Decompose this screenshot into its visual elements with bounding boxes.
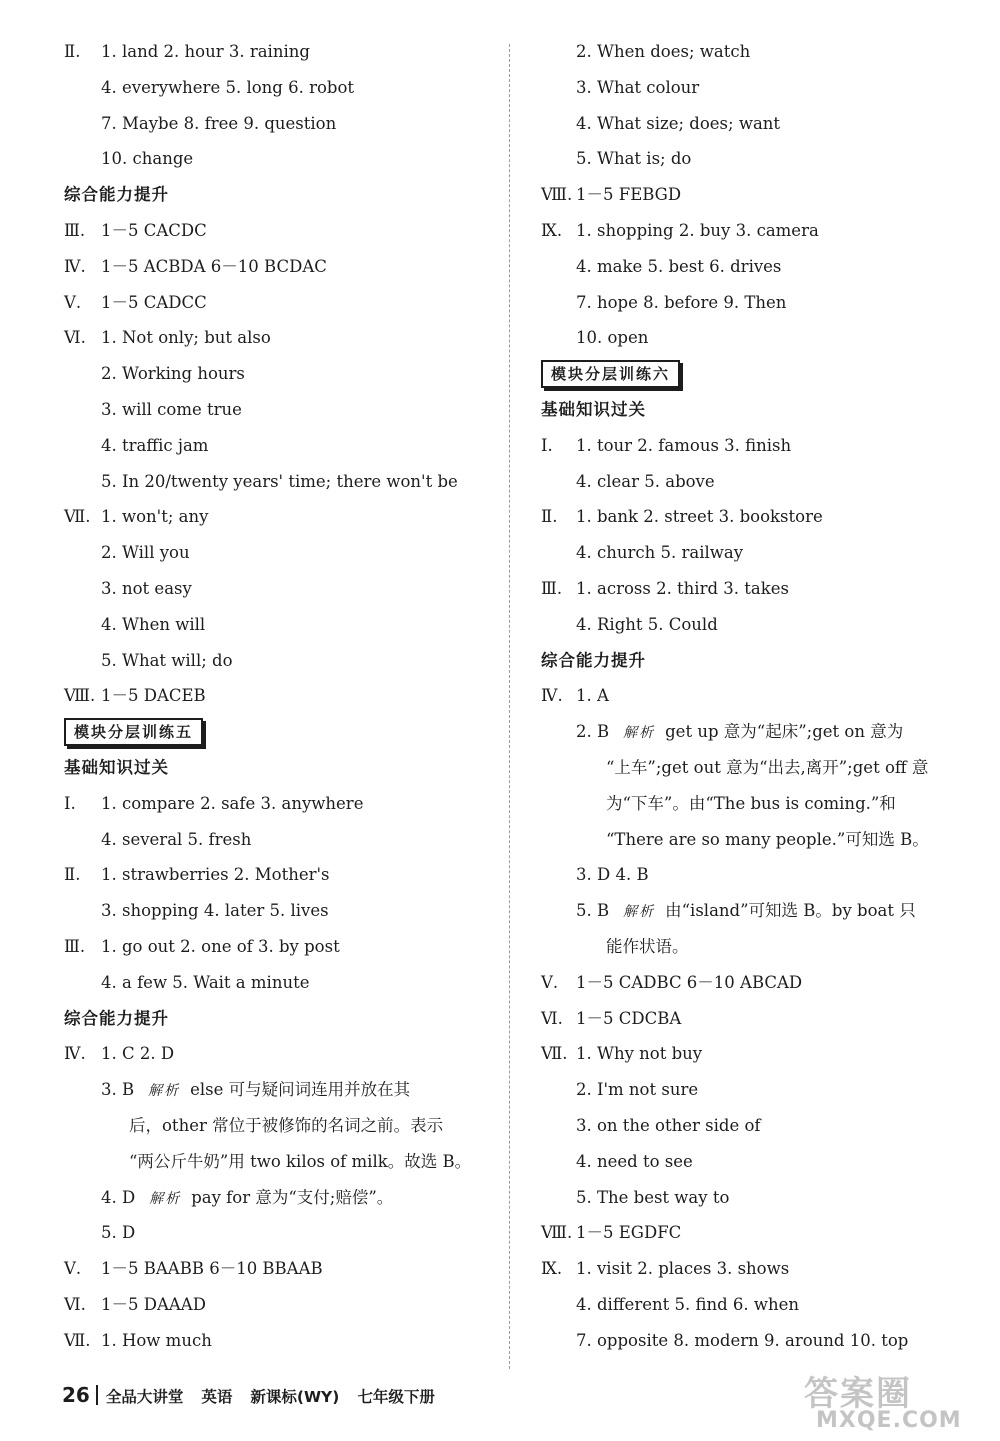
answer-line — [508, 932, 1000, 962]
watermark-logo — [792, 1366, 982, 1436]
answer-text — [101, 144, 193, 174]
section-heading-row — [0, 180, 500, 210]
question-number: Ⅴ. — [64, 292, 82, 312]
answer-text — [576, 502, 823, 532]
answer-text — [576, 1326, 908, 1356]
answer-line — [0, 860, 500, 890]
answer-text — [576, 896, 916, 927]
analysis-text: get up 意为“起床”;get on 意为 — [665, 722, 904, 742]
answer-line — [0, 144, 500, 174]
section-heading-row — [508, 395, 1000, 425]
answer-line — [0, 1111, 500, 1141]
answer-text — [576, 1147, 693, 1177]
answer-text — [101, 825, 251, 855]
answer-text — [101, 860, 330, 890]
answer-text — [101, 1326, 212, 1356]
answer-line — [0, 896, 500, 926]
answer: 1. bank 2. street 3. bookstore — [576, 507, 823, 527]
answer: 1. Why not buy — [576, 1044, 703, 1064]
answer: 1. shopping 2. buy 3. camera — [576, 221, 819, 240]
answer-text — [576, 860, 649, 890]
answer-text — [101, 932, 340, 962]
module-title-row — [508, 359, 1000, 389]
question-number: Ⅴ. — [541, 972, 559, 992]
answer-line — [508, 73, 1000, 103]
answer-text — [576, 610, 718, 640]
answer: 3. What colour — [576, 77, 700, 97]
answer-line — [0, 610, 500, 640]
answer-line — [0, 359, 500, 389]
answer-text — [576, 1075, 698, 1105]
question-number: Ⅶ. — [64, 1330, 91, 1350]
answer-line — [0, 109, 500, 139]
answer-text — [101, 968, 309, 998]
answer-line — [0, 252, 500, 282]
question-number: Ⅳ. — [64, 256, 86, 276]
answer: 5. In 20/twenty years' time; there won't be — [101, 471, 458, 491]
answer-line — [0, 216, 500, 246]
answer-line — [0, 1290, 500, 1320]
answer-line — [508, 574, 1000, 604]
answer: 4. need to see — [576, 1151, 693, 1171]
answer: 7. hope 8. before 9. Then — [576, 292, 787, 312]
answer-text — [101, 1290, 206, 1320]
answer-text — [101, 789, 363, 819]
answer-text — [101, 1254, 323, 1284]
answer: 4. make 5. best 6. drives — [576, 256, 782, 276]
answer: 5. B — [576, 901, 610, 921]
analysis-text: 后，other 常位于被修饰的名词之前。表示 — [129, 1116, 444, 1135]
answer-text — [576, 1111, 761, 1141]
answer-text — [576, 252, 781, 282]
section-heading: 综合能力提升 — [64, 185, 169, 205]
answer: 4. When will — [101, 614, 206, 634]
answer-text — [101, 359, 245, 389]
answer-line — [508, 288, 1000, 318]
answer-text — [101, 431, 208, 461]
answer: 2. Will you — [101, 543, 190, 563]
answer: 4. Right 5. Could — [576, 614, 718, 634]
answer: 3. D 4. B — [576, 865, 649, 885]
answer-line — [0, 467, 500, 497]
answer-text — [101, 502, 208, 532]
answer-line — [508, 144, 1000, 174]
answer-line — [508, 431, 1000, 461]
answer-line — [0, 574, 500, 604]
answer-line — [508, 467, 1000, 497]
answer-line — [0, 395, 500, 425]
answer-line — [0, 1326, 500, 1356]
answer-text — [101, 73, 354, 103]
answer-line — [0, 1039, 500, 1069]
answer-text — [576, 73, 699, 103]
question-number: Ⅵ. — [64, 1295, 86, 1314]
grade: 七年级下册 — [357, 1388, 435, 1406]
answer: 1. tour 2. famous 3. finish — [576, 435, 792, 455]
question-number: Ⅱ. — [64, 865, 81, 885]
question-number: Ⅱ. — [541, 507, 558, 527]
answer-text — [576, 216, 819, 246]
answer-line — [508, 37, 1000, 67]
answer-line — [508, 1039, 1000, 1069]
analysis-label: 解析 — [623, 725, 656, 742]
answer: 1. compare 2. safe 3. anywhere — [101, 793, 364, 813]
answer-text — [101, 1075, 410, 1106]
answer: 2. Working hours — [101, 364, 245, 384]
answer: 4. clear 5. above — [576, 471, 715, 491]
answer-line — [508, 1075, 1000, 1105]
answer-text — [101, 538, 190, 568]
answer-line — [508, 502, 1000, 532]
section-heading-row — [0, 1004, 500, 1034]
answer: 3. shopping 4. later 5. lives — [101, 901, 329, 921]
question-number: Ⅲ. — [64, 221, 86, 240]
answer: 1. visit 2. places 3. shows — [576, 1259, 790, 1279]
answer: 1. won't; any — [101, 507, 209, 527]
answer: 5. What is; do — [576, 149, 692, 169]
answer-line — [0, 37, 500, 67]
answer: 1. C 2. D — [101, 1044, 175, 1064]
question-number: Ⅷ. — [541, 185, 573, 205]
answer: 2. B — [576, 722, 610, 742]
answer: 4. traffic jam — [101, 435, 209, 455]
analysis-text: 由“island”可知选 B。by boat 只 — [665, 901, 916, 921]
answer: 1. strawberries 2. Mother's — [101, 865, 330, 885]
answer: 1－5 CDCBA — [576, 1008, 682, 1028]
answer: 7. opposite 8. modern 9. around 10. top — [576, 1330, 909, 1350]
answer-text — [101, 395, 242, 425]
answer: 1. across 2. third 3. takes — [576, 579, 789, 598]
answer: 4. church 5. railway — [576, 543, 744, 563]
answer: 4. everywhere 5. long 6. robot — [101, 77, 355, 97]
answer: 1－5 BAABB 6－10 BBAAB — [101, 1259, 323, 1279]
module-title: 模块分层训练六 — [541, 360, 680, 388]
answer-line — [508, 1218, 1000, 1248]
answer: 4. a few 5. Wait a minute — [101, 972, 310, 992]
page-footer — [62, 1380, 453, 1410]
answer: 1－5 FEBGD — [576, 185, 682, 205]
answer-text — [101, 574, 192, 604]
question-number: Ⅵ. — [64, 328, 86, 348]
analysis-text: 能作状语。 — [606, 937, 689, 956]
answer-line — [508, 753, 1000, 783]
answer: 4. What size; does; want — [576, 113, 781, 133]
answer-line — [508, 1326, 1000, 1356]
answer-line — [508, 860, 1000, 890]
answer: 1. Not only; but also — [101, 328, 271, 348]
answer-line — [508, 109, 1000, 139]
answer: 1. land 2. hour 3. raining — [101, 42, 310, 61]
subject: 英语 — [201, 1388, 233, 1406]
analysis-text: “上车”;get out 意为“出去,离开”;get off 意 — [606, 758, 929, 777]
answer-line — [508, 180, 1000, 210]
answer-text — [576, 538, 743, 568]
answer-line — [0, 825, 500, 855]
question-number: Ⅲ. — [541, 579, 563, 598]
answer-text — [101, 467, 458, 497]
edition: 新课标(WY) — [250, 1388, 340, 1406]
question-number: Ⅳ. — [541, 686, 563, 706]
answer-text — [576, 431, 791, 461]
answer-text — [576, 109, 780, 139]
question-number: Ⅸ. — [541, 221, 563, 240]
question-number: Ⅰ. — [541, 435, 553, 455]
answer-text — [576, 968, 802, 998]
answer: 4. different 5. find 6. when — [576, 1295, 800, 1314]
answer-line — [0, 646, 500, 676]
answer-text — [576, 1290, 799, 1320]
answer-text — [576, 1218, 681, 1248]
analysis-text: 为“下车”。由“The bus is coming.”和 — [606, 793, 896, 813]
answer-line — [508, 1111, 1000, 1141]
question-number: Ⅷ. — [541, 1223, 573, 1243]
answer-line — [0, 431, 500, 461]
answer-line — [508, 789, 1000, 819]
answer: 1－5 CADCC — [101, 292, 207, 312]
answer-line — [508, 825, 1000, 855]
answer-text — [101, 323, 271, 353]
question-number: Ⅱ. — [64, 42, 81, 61]
answer: 1－5 DACEB — [101, 686, 206, 706]
answer: 2. I'm not sure — [576, 1080, 699, 1100]
analysis-text: else 可与疑问词连用并放在其 — [190, 1080, 411, 1100]
question-number: Ⅲ. — [64, 937, 86, 956]
answer: 7. Maybe 8. free 9. question — [101, 113, 337, 133]
answer: 10. open — [576, 328, 649, 348]
answer-line — [508, 323, 1000, 353]
answer-text — [101, 1183, 393, 1214]
answer-text — [576, 323, 648, 353]
answer-line — [508, 717, 1000, 747]
answer: 1－5 DAAAD — [101, 1295, 206, 1314]
section-heading-row — [0, 753, 500, 783]
footer-divider — [96, 1385, 98, 1405]
answer-text — [101, 37, 310, 67]
answer-text — [101, 288, 207, 318]
answer-text — [576, 1254, 789, 1284]
answer-line — [0, 323, 500, 353]
answer: 5. What will; do — [101, 650, 233, 670]
answer-line — [0, 1254, 500, 1284]
answer-line — [0, 1183, 500, 1213]
book-title: 全品大讲堂 — [105, 1388, 184, 1406]
question-number: Ⅰ. — [64, 793, 76, 813]
answer-text — [576, 37, 750, 67]
section-heading: 综合能力提升 — [541, 650, 646, 670]
answer-text — [606, 825, 929, 855]
page-number: 26 — [62, 1383, 90, 1407]
answer-line — [0, 288, 500, 318]
question-number: Ⅸ. — [541, 1259, 563, 1279]
analysis-text: “两公斤牛奶”用 two kilos of milk。故选 B。 — [129, 1151, 472, 1171]
answer-text — [576, 467, 715, 497]
answer-line — [508, 538, 1000, 568]
answer: 1－5 CADBC 6－10 ABCAD — [576, 972, 803, 992]
answer-text — [101, 252, 327, 282]
answer: 1－5 ACBDA 6－10 BCDAC — [101, 256, 327, 276]
answer: 1. How much — [101, 1330, 212, 1350]
answer-text — [576, 681, 609, 711]
answer: 1－5 EGDFC — [576, 1223, 682, 1243]
section-heading-row — [508, 646, 1000, 676]
answer-line — [508, 1147, 1000, 1177]
question-number: Ⅶ. — [64, 507, 91, 527]
answer-text — [606, 753, 928, 783]
answer-line — [0, 968, 500, 998]
section-heading: 基础知识过关 — [541, 400, 646, 419]
answer-line — [508, 252, 1000, 282]
answer-text — [576, 180, 681, 210]
answer-line — [508, 1183, 1000, 1213]
answer-text — [576, 1039, 702, 1069]
answer-text — [129, 1147, 471, 1177]
answer: 4. D — [101, 1187, 136, 1207]
answer-text — [129, 1111, 443, 1141]
analysis-label: 解析 — [148, 1083, 181, 1100]
answer: 5. The best way to — [576, 1187, 730, 1207]
answer-line — [0, 538, 500, 568]
answer: 1. A — [576, 686, 609, 706]
answer-line — [508, 896, 1000, 926]
watermark-url: MXQE.COM — [816, 1408, 962, 1433]
answer: 3. B — [101, 1080, 135, 1100]
answer: 10. change — [101, 149, 194, 169]
answer-line — [0, 681, 500, 711]
answer-text — [576, 1004, 681, 1034]
analysis-label: 解析 — [149, 1190, 182, 1207]
answer: 3. will come true — [101, 400, 242, 419]
answer-text — [576, 144, 691, 174]
answer: 2. When does; watch — [576, 42, 751, 61]
answer-line — [508, 1254, 1000, 1284]
answer-line — [0, 1147, 500, 1177]
answer-line — [0, 1075, 500, 1105]
answer: 3. on the other side of — [576, 1116, 761, 1135]
answer: 1－5 CACDC — [101, 221, 207, 240]
answer-text — [576, 288, 786, 318]
answer-text — [101, 216, 207, 246]
analysis-label: 解析 — [623, 904, 656, 921]
answer-line — [508, 968, 1000, 998]
module-title: 模块分层训练五 — [64, 718, 203, 746]
answer-line — [0, 932, 500, 962]
answer-text — [101, 1218, 135, 1248]
answer-text — [101, 610, 205, 640]
answer-line — [0, 502, 500, 532]
answer-text — [576, 574, 789, 604]
analysis-text: “There are so many people.”可知选 B。 — [606, 829, 929, 849]
answer-line — [508, 1290, 1000, 1320]
question-number: Ⅶ. — [541, 1044, 568, 1064]
answer-text — [576, 717, 903, 748]
section-heading: 基础知识过关 — [64, 758, 169, 777]
answer-line — [0, 73, 500, 103]
answer-text — [606, 789, 896, 819]
question-number: Ⅳ. — [64, 1044, 86, 1064]
answer-text — [576, 1183, 729, 1213]
watermark-text: 答案圈 — [804, 1374, 912, 1414]
answer-line — [508, 1004, 1000, 1034]
question-number: Ⅵ. — [541, 1008, 563, 1028]
answer-line — [0, 1218, 500, 1248]
answer: 1. go out 2. one of 3. by post — [101, 937, 340, 956]
answer-text — [101, 109, 336, 139]
answer-text — [606, 932, 689, 962]
answer-line — [508, 610, 1000, 640]
answer-text — [101, 681, 206, 711]
answer-text — [101, 646, 233, 676]
analysis-text: pay for 意为“支付;赔偿”。 — [191, 1187, 394, 1207]
answer-line — [508, 216, 1000, 246]
question-number: Ⅴ. — [64, 1259, 82, 1279]
answer-line — [0, 789, 500, 819]
module-title-row — [0, 717, 500, 747]
answer: 3. not easy — [101, 579, 192, 598]
answer-text — [101, 896, 329, 926]
answer-text — [101, 1039, 174, 1069]
section-heading: 综合能力提升 — [64, 1008, 169, 1028]
answer: 4. several 5. fresh — [101, 829, 252, 849]
answer-line — [508, 681, 1000, 711]
answer: 5. D — [101, 1223, 136, 1243]
question-number: Ⅷ. — [64, 686, 96, 706]
